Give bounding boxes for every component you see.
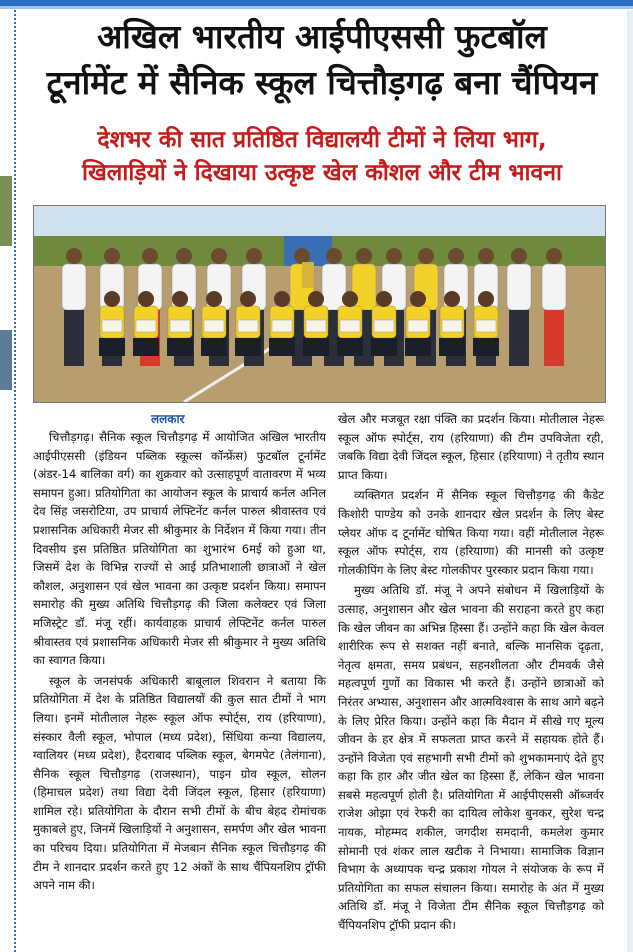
certificate-frame — [238, 320, 258, 332]
standing-person-head — [294, 248, 310, 264]
standing-person-head — [478, 248, 494, 264]
certificate-frame — [170, 320, 190, 332]
headline — [24, 14, 620, 106]
standing-person-head — [448, 248, 464, 264]
seated-player-head — [104, 291, 120, 307]
seated-player-head — [478, 291, 494, 307]
seated-player-head — [274, 291, 290, 307]
certificate-frame — [408, 320, 428, 332]
byline: ललकार — [151, 412, 185, 426]
trophy-icon — [302, 262, 314, 288]
certificate-frame — [272, 320, 292, 332]
standing-person-head — [211, 248, 227, 264]
standing-person-head — [418, 248, 434, 264]
seated-player-shorts — [405, 338, 431, 356]
column1-paragraph-2: स्कूल के जनसंपर्क अधिकारी बाबूलाल शिवरान ने बताया कि प्रतियोगिता में देश के प्रतिष्ठित विद्यालयों की कुल सात टीमों ने भाग लिया। इनमें मोतीलाल नेहरू स्कूल ऑफ स्पोर्ट्स, राय (हरियाणा), संस्कार वैली स्कूल, भोपाल (मध्य प्रदेश), सिंधिया कन्या विद्यालय, ग्वालियर (मध्य प्रदेश), हैदराबाद पब्लिक स्कूल, बेगमपेट (तेलंगाना), सैनिक स्कूल चित्तौड़गढ़ (राजस्थान), पाइन ग्रोव स्कूल, सोलन (हिमाचल प्रदेश) तथा विद्या देवी जिंदल स्कूल, हिसार (हरियाणा) शामिल रहे। प्रतियोगिता के दौरान सभी टीमों के बीच बेहद रोमांचक मुकाबले हुए, जिनमें खिलाड़ियों ने अनुशासन, समर्पण और खेल भावना का परिचय दिया। प्रतियोगिता में मेजबान सैनिक स्कूल चित्तौड़गढ़ की टीम ने शानदार प्रदर्शन करते हुए 12 अंकों के साथ चैंपियनशिप ट्रॉफी अपने नाम की। — [33, 673, 326, 893]
article-column-1 — [33, 428, 326, 950]
left-neighbor-photo — [0, 176, 12, 246]
standing-person-head — [66, 248, 82, 264]
standing-person-head — [546, 248, 562, 264]
standing-person-head — [246, 248, 262, 264]
standing-person-head — [104, 248, 120, 264]
seated-player-head — [240, 291, 256, 307]
standing-person-body — [62, 264, 86, 310]
seated-player-head — [376, 291, 392, 307]
seated-player-shorts — [235, 338, 261, 356]
seated-player-shorts — [133, 338, 159, 356]
seated-player-shorts — [303, 338, 329, 356]
seated-player-head — [172, 291, 188, 307]
left-neighbor-photo-2 — [0, 330, 12, 390]
certificate-frame — [476, 320, 496, 332]
seated-player-head — [342, 291, 358, 307]
seated-player-head — [308, 291, 324, 307]
seated-player-shorts — [167, 338, 193, 356]
standing-person-head — [511, 248, 527, 264]
certificate-frame — [340, 320, 360, 332]
group-photo-icon — [34, 206, 605, 402]
column2-paragraph-3: मुख्य अतिथि डॉ. मंजू ने अपने संबोधन में खिलाड़ियों के उत्साह, अनुशासन और खेल भावना की सराहना करते हुए कहा कि खेल जीवन का अभिन्न हिस्सा हैं। उन्होंने कहा कि खेल केवल शारीरिक रूप से सशक्त नहीं बनाते, बल्कि मानसिक दृढ़ता, नेतृत्व क्षमता, समय प्रबंधन, सहनशीलता और टीमवर्क जैसे महत्वपूर्ण गुणों का विकास भी करते हैं। उन्होंने छात्राओं को निरंतर अभ्यास, अनुशासन और आत्मविश्वास के साथ आगे बढ़ने के लिए प्रेरित किया। उन्होंने कहा कि मैदान में सीखे गए मूल्य जीवन के हर क्षेत्र में सफलता प्राप्त करने में सहायक होते हैं। उन्होंने विजेता एवं सहभागी सभी टीमों को शुभकामनाएं देते हुए कहा कि हार और जीत खेल का हिस्सा हैं, लेकिन खेल भावना सबसे महत्वपूर्ण होती है। प्रतियोगिता में आईपीएससी ऑब्जर्वर राजेश ओझा एवं रेफरी का दायित्व लोकेश बुनकर, सुरेश चन्द्र नायक, मोहम्मद शकील, जगदीश समदानी, कमलेश कुमार सोमानी एवं शंकर लाल खटीक ने निभाया। सामाजिक विज्ञान विभाग के अध्यापक चन्द्र प्रकाश गोयल ने संयोजक के रूप में प्रतियोगिता का सफल संचालन किया। समारोह के अंत में मुख्य अतिथि डॉ. मंजू ने विजेता टीम सैनिक स्कूल चित्तौड़गढ़ को चैंपियनशिप ट्रॉफी प्रदान की। — [338, 583, 604, 933]
column2-paragraph-2: व्यक्तिगत प्रदर्शन में सैनिक स्कूल चित्तौड़गढ़ की कैडेट किशोरी पाण्डेय को उनके शानदार खेल प्रदर्शन के लिए बेस्ट प्लेयर ऑफ द टूर्नामेंट घोषित किया गया। वहीं मोतीलाल नेहरू स्कूल ऑफ स्पोर्ट्स, राय (हरियाणा) की मानसी को उत्कृष्ट गोलकीपिंग के लिए बेस्ट गोलकीपर पुरस्कार प्रदान किया गया। — [338, 488, 604, 577]
standing-person-legs — [544, 310, 564, 366]
subheadline-line-2: खिलाड़ियों ने दिखाया उत्कृष्ट खेल कौशल और टीम भावना — [82, 160, 562, 186]
standing-person-body — [542, 264, 566, 310]
seated-player-shorts — [439, 338, 465, 356]
standing-person-legs — [64, 310, 84, 366]
seated-player-shorts — [201, 338, 227, 356]
seated-player-shorts — [371, 338, 397, 356]
headline-line-2: टूर्नामेंट में सैनिक स्कूल चित्तौड़गढ़ बना चैंपियन — [46, 63, 598, 102]
column1-paragraph-1: चित्तौड़गढ़। सैनिक स्कूल चित्तौड़गढ़ में आयोजित अखिल भारतीय आईपीएससी (इंडियन पब्लिक स्कूल्स कॉन्फ्रेंस) फुटबॉल टूर्नामेंट (अंडर-14 बालिका वर्ग) का शुक्रवार को उत्साहपूर्ण वातावरण में भव्य समापन हुआ। प्रतियोगिता का आयोजन स्कूल के प्राचार्य कर्नल अनिल देव सिंह जसरोटिया, उप प्राचार्य लेफ्टिनेंट कर्नल पारुल श्रीवास्तव एवं प्रशासनिक अधिकारी मेजर सी श्रीकुमार के निर्देशन में किया गया। तीन दिवसीय इस प्रतिष्ठित प्रतियोगिता का शुभारंभ 6मई को हुआ था, जिसमें देश के विभिन्न राज्यों से आई प्रतिभाशाली छात्राओं ने खेल कौशल, अनुशासन एवं खेल भावना का उत्कृष्ट प्रदर्शन किया। समापन समारोह की मुख्य अतिथि चित्तौड़गढ़ की जिला कलेक्टर एवं जिला मजिस्ट्रेट डॉ. मंजू रहीं। कार्यवाहक प्राचार्य लेफ्टिनेंट कर्नल पारुल श्रीवास्तव एवं प्रशासनिक अधिकारी मेजर सी श्रीकुमार ने मुख्य अतिथि का स्वागत किया। — [33, 430, 326, 668]
top-bar-accent — [0, 6, 633, 9]
standing-person-head — [386, 248, 402, 264]
standing-person-head — [142, 248, 158, 264]
left-neighbor-column — [0, 10, 16, 952]
seated-player-shorts — [337, 338, 363, 356]
team-photo — [33, 205, 606, 403]
certificate-frame — [374, 320, 394, 332]
standing-person-legs — [509, 310, 529, 366]
certificate-frame — [102, 320, 122, 332]
seated-player-head — [138, 291, 154, 307]
column2-paragraph-1: खेल और मजबूत रक्षा पंक्ति का प्रदर्शन किया। मोतीलाल नेहरू स्कूल ऑफ स्पोर्ट्स, राय (हरियाणा) की टीम उपविजेता रही, जबकि विद्या देवी जिंदल स्कूल, हिसार (हरियाणा) ने तृतीय स्थान प्राप्त किया। — [338, 412, 604, 482]
standing-person-head — [176, 248, 192, 264]
right-margin — [627, 10, 633, 952]
certificate-frame — [136, 320, 156, 332]
seated-player-shorts — [99, 338, 125, 356]
standing-person-head — [326, 248, 342, 264]
standing-person-head — [356, 248, 372, 264]
article-column-2 — [338, 410, 604, 950]
certificate-frame — [442, 320, 462, 332]
standing-person-body — [507, 264, 531, 310]
seated-player-shorts — [269, 338, 295, 356]
seated-player-head — [410, 291, 426, 307]
subheadline — [24, 124, 620, 190]
seated-player-head — [206, 291, 222, 307]
subheadline-line-1: देशभर की सात प्रतिष्ठित विद्यालयी टीमों ने लिया भाग, — [97, 127, 547, 153]
seated-player-shorts — [473, 338, 499, 356]
seated-player-head — [444, 291, 460, 307]
certificate-frame — [306, 320, 326, 332]
certificate-frame — [204, 320, 224, 332]
headline-line-1: अखिल भारतीय आईपीएससी फुटबॉल — [97, 17, 547, 56]
standing-person-body — [322, 264, 346, 310]
